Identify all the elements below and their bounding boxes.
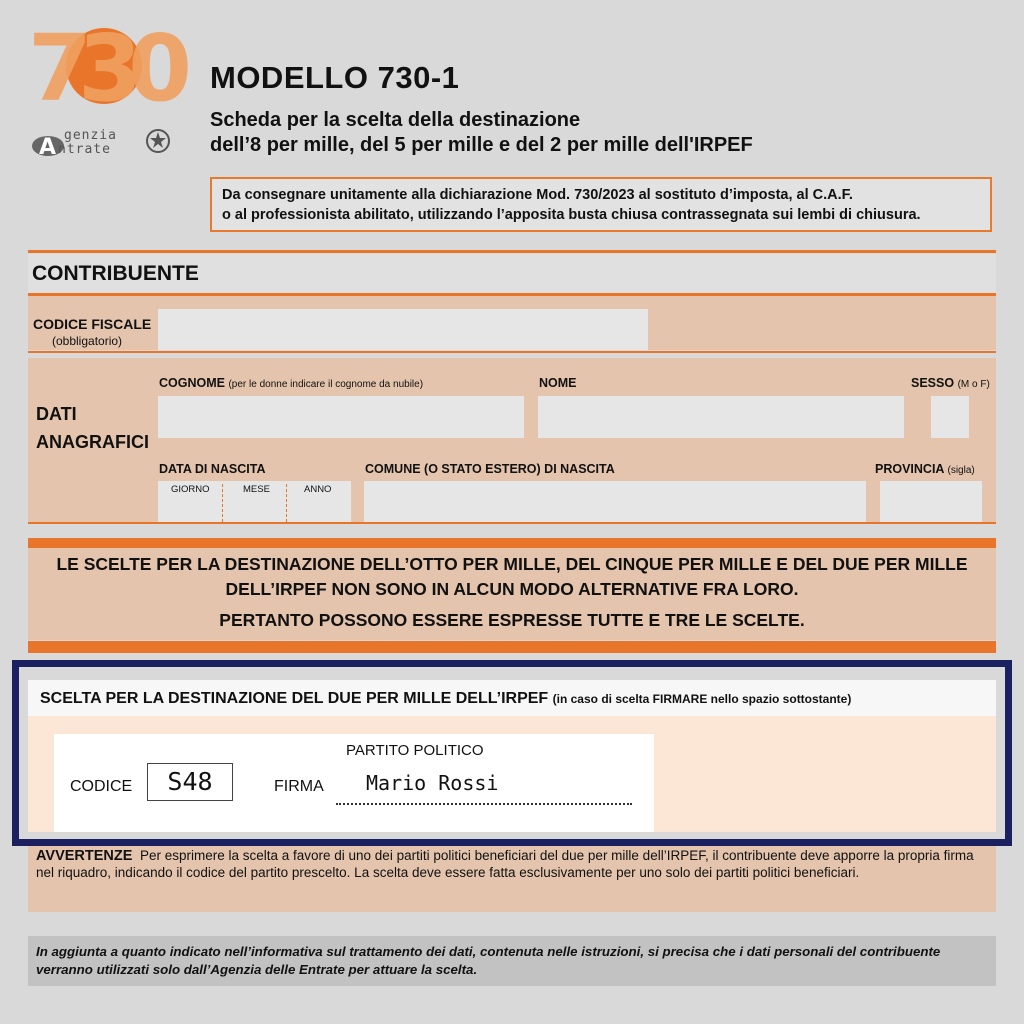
logo-number: 730 [28, 15, 179, 122]
provincia-field[interactable] [880, 481, 982, 523]
delivery-notice: Da consegnare unitamente alla dichiarazione Mod. 730/2023 al sostituto d’imposta, al C.A.F. o al professionista abilitato, utilizzando l’apposita busta chiusa contrassegnata sui lembi di chiusura. [210, 177, 992, 232]
partito-politico-label: PARTITO POLITICO [346, 742, 484, 759]
mese-label: MESE [243, 484, 270, 495]
agency-word1: genzia [64, 128, 117, 143]
firma-label: FIRMA [274, 778, 324, 795]
data-nascita-label: DATA DI NASCITA [159, 462, 266, 476]
codice-label: CODICE [70, 778, 133, 795]
provincia-label: PROVINCIA (sigla) [875, 462, 975, 476]
firma-signature[interactable]: Mario Rossi [366, 771, 499, 795]
codice-fiscale-field[interactable] [158, 309, 648, 350]
cognome-label: COGNOME (per le donne indicare il cognome da nubile) [159, 376, 424, 390]
sesso-field[interactable] [931, 396, 969, 438]
agenzia-entrate-logo [30, 122, 175, 162]
divider [28, 351, 996, 353]
form-subtitle: Scheda per la scelta della destinazione dell’8 per mille, del 5 per mille e del 2 per mille dell'IRPEF [210, 109, 753, 156]
comune-field[interactable] [364, 481, 866, 523]
warning-bar-top [28, 538, 996, 548]
avvertenze-text: AVVERTENZE Per esprimere la scelta a favore di uno dei partiti politici beneficiari del due per mille dell’IRPEF, il contribuente deve apporre la propria firma nel riquadro, indicando il codice del partito prescelto. La scelta deve essere fatta esclusivamente per uno solo dei partiti politici beneficiari. [36, 848, 974, 880]
warning-text-conclusion: PERTANTO POSSONO ESSERE ESPRESSE TUTTE E TRE LE SCELTE. [219, 610, 805, 630]
codice-fiscale-label: CODICE FISCALE [33, 316, 152, 332]
nome-label: NOME [539, 376, 577, 390]
emblem-icon [145, 126, 171, 156]
warning-text: LE SCELTE PER LA DESTINAZIONE DELL’OTTO PER MILLE, DEL CINQUE PER MILLE E DEL DUE PER MILLE DELL’IRPEF NON SONO IN ALCUN MODO ALTERNATIVE FRA LORO. [56, 554, 968, 599]
highlight-frame [12, 660, 1012, 846]
codice-field[interactable]: S48 [147, 763, 233, 801]
divider [28, 250, 996, 253]
cognome-field[interactable] [158, 396, 524, 438]
svg-text:A: A [39, 135, 57, 160]
comune-label: COMUNE (O STATO ESTERO) DI NASCITA [365, 462, 615, 476]
anno-label: ANNO [304, 484, 332, 495]
informativa-text: In aggiunta a quanto indicato nell’informativa sul trattamento dei dati, contenuta nelle istruzioni, si precisa che i dati personali del contribuente verranno utilizzati solo dall’Agenzia delle Entrate per attuare la scelta. [36, 944, 941, 977]
warning-bar-bottom [28, 641, 996, 653]
form-title: MODELLO 730-1 [210, 60, 460, 95]
modello-730-logo [28, 4, 179, 122]
giorno-label: GIORNO [171, 484, 210, 495]
nome-field[interactable] [538, 396, 904, 438]
dati-anagrafici-label: DATI ANAGRAFICI [36, 404, 149, 452]
due-per-mille-title: SCELTA PER LA DESTINAZIONE DEL DUE PER MILLE DELL’IRPEF (in caso di scelta FIRMARE nello spazio sottostante) [40, 690, 852, 707]
date-separator [286, 484, 287, 522]
sesso-label: SESSO (M o F) [911, 376, 990, 390]
agency-word2: ntrate [58, 142, 111, 157]
date-separator [222, 484, 223, 522]
codice-fiscale-note: (obbligatorio) [52, 334, 123, 348]
divider [28, 522, 996, 524]
contribuente-title: CONTRIBUENTE [32, 262, 199, 285]
